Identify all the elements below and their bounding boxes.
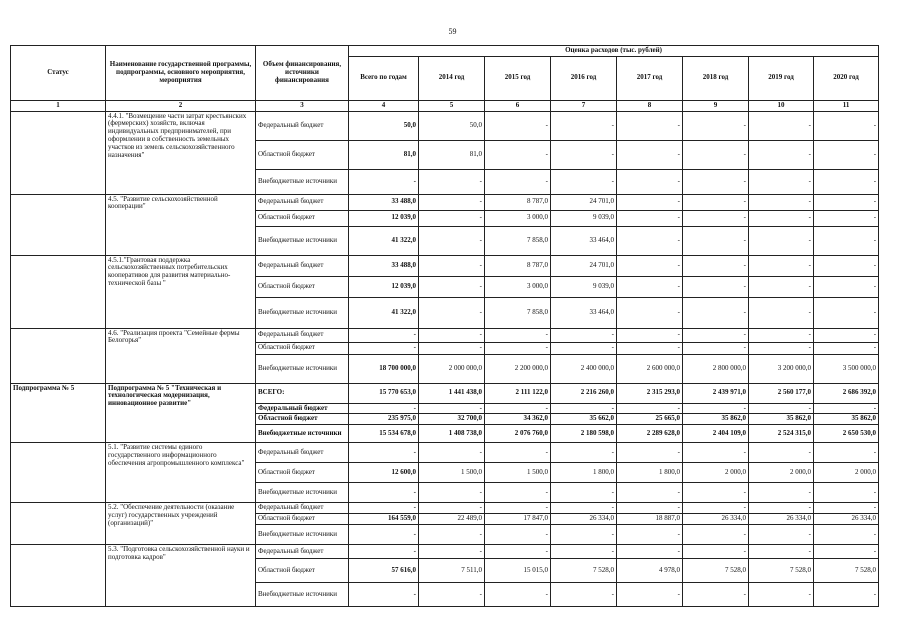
value-cell: - (749, 544, 814, 558)
value-cell: 7 511,0 (419, 558, 485, 582)
value-cell: - (617, 403, 683, 414)
value-cell: 2 600 000,0 (617, 354, 683, 383)
value-cell: - (814, 503, 879, 514)
value-cell: - (419, 544, 485, 558)
value-cell: - (419, 342, 485, 354)
value-cell: - (683, 111, 749, 140)
value-cell: - (485, 544, 551, 558)
value-cell: 17 847,0 (485, 514, 551, 525)
value-cell: 7 528,0 (683, 558, 749, 582)
value-cell: - (485, 342, 551, 354)
value-cell: - (683, 226, 749, 255)
value-cell: - (749, 111, 814, 140)
value-cell: 35 862,0 (683, 414, 749, 425)
value-cell: - (683, 403, 749, 414)
expense-table (10, 45, 879, 607)
value-cell: - (814, 544, 879, 558)
value-cell: - (814, 524, 879, 544)
value-cell: - (349, 342, 419, 354)
value-cell: 50,0 (349, 111, 419, 140)
source-cell: Внебюджетные источники (256, 524, 349, 544)
source-cell: Федеральный бюджет (256, 403, 349, 414)
value-cell: - (749, 342, 814, 354)
source-cell: Федеральный бюджет (256, 503, 349, 514)
source-cell: Областной бюджет (256, 514, 349, 525)
table-body (11, 111, 879, 606)
value-cell: - (419, 503, 485, 514)
value-cell: - (617, 194, 683, 210)
value-cell: - (749, 255, 814, 276)
value-cell: - (419, 210, 485, 226)
value-cell: 2 404 109,0 (683, 425, 749, 443)
value-cell: - (749, 483, 814, 503)
source-cell: Федеральный бюджет (256, 328, 349, 342)
value-cell: 1 800,0 (617, 463, 683, 483)
value-cell: - (683, 524, 749, 544)
source-cell: Областной бюджет (256, 342, 349, 354)
value-cell: - (419, 403, 485, 414)
value-cell: 2 111 122,0 (485, 383, 551, 403)
status-cell: Подпрограмма № 5 (11, 383, 106, 443)
value-cell: 26 334,0 (749, 514, 814, 525)
value-cell: 2 686 392,0 (814, 383, 879, 403)
value-cell: - (485, 483, 551, 503)
column-number-row (11, 100, 879, 111)
value-cell: 2 000,0 (814, 463, 879, 483)
value-cell: 33 464,0 (551, 297, 617, 328)
value-cell: - (683, 544, 749, 558)
value-cell: 41 322,0 (349, 297, 419, 328)
value-cell: - (683, 276, 749, 297)
value-cell: - (617, 140, 683, 169)
value-cell: - (683, 328, 749, 342)
value-cell: - (419, 169, 485, 194)
value-cell: 24 701,0 (551, 194, 617, 210)
value-cell: - (485, 443, 551, 463)
value-cell: 41 322,0 (349, 226, 419, 255)
status-cell (11, 255, 106, 328)
value-cell: - (683, 210, 749, 226)
value-cell: - (814, 342, 879, 354)
value-cell: 18 700 000,0 (349, 354, 419, 383)
value-cell: - (749, 276, 814, 297)
table-row (11, 194, 879, 210)
value-cell: 26 334,0 (814, 514, 879, 525)
source-cell: Внебюджетные источники (256, 483, 349, 503)
value-cell: - (814, 194, 879, 210)
status-cell (11, 328, 106, 383)
value-cell: 2 315 293,0 (617, 383, 683, 403)
column-number: 1 (11, 100, 106, 111)
table-row (11, 383, 879, 403)
value-cell: - (349, 503, 419, 514)
value-cell: - (814, 483, 879, 503)
value-cell: 32 700,0 (419, 414, 485, 425)
value-cell: - (814, 582, 879, 606)
value-cell: - (551, 544, 617, 558)
value-cell: - (814, 443, 879, 463)
value-cell: - (551, 443, 617, 463)
column-number: 7 (551, 100, 617, 111)
value-cell: - (419, 297, 485, 328)
value-cell: - (485, 328, 551, 342)
value-cell: 8 787,0 (485, 194, 551, 210)
value-cell: - (749, 210, 814, 226)
value-cell: 2 216 260,0 (551, 383, 617, 403)
column-number: 4 (349, 100, 419, 111)
header-year: 2020 год (814, 56, 879, 100)
header-year: 2015 год (485, 56, 551, 100)
table-row (11, 443, 879, 463)
value-cell: - (419, 483, 485, 503)
value-cell: 1 408 738,0 (419, 425, 485, 443)
value-cell: 34 362,0 (485, 414, 551, 425)
value-cell: 24 701,0 (551, 255, 617, 276)
value-cell: - (551, 503, 617, 514)
value-cell: 15 534 678,0 (349, 425, 419, 443)
value-cell: - (749, 226, 814, 255)
value-cell: 7 528,0 (814, 558, 879, 582)
value-cell: - (617, 483, 683, 503)
page-number: 59 (448, 27, 457, 36)
value-cell: - (814, 328, 879, 342)
value-cell: - (617, 328, 683, 342)
value-cell: 7 528,0 (551, 558, 617, 582)
value-cell: 4 978,0 (617, 558, 683, 582)
value-cell: - (749, 524, 814, 544)
name-cell: 4.5.1."Грантовая поддержка сельскохозяйственных потребительских кооперативов для развития материально-технической базы " (106, 255, 256, 328)
status-cell (11, 503, 106, 545)
value-cell: 81,0 (419, 140, 485, 169)
source-cell: Федеральный бюджет (256, 194, 349, 210)
value-cell: - (814, 210, 879, 226)
value-cell: - (617, 210, 683, 226)
value-cell: 2 650 530,0 (814, 425, 879, 443)
value-cell: - (814, 226, 879, 255)
header-name: Наименование государственной программы, подпрограммы, основного мероприятия, мероприятия (106, 46, 256, 101)
value-cell: - (551, 328, 617, 342)
value-cell: 12 039,0 (349, 210, 419, 226)
value-cell: - (617, 255, 683, 276)
value-cell: 3 000,0 (485, 276, 551, 297)
name-cell: 5.3. "Подготовка сельскохозяйственной науки и подготовка кадров" (106, 544, 256, 606)
header-row-1 (11, 46, 879, 57)
source-cell: ВСЕГО: (256, 383, 349, 403)
value-cell: 2 400 000,0 (551, 354, 617, 383)
value-cell: - (485, 169, 551, 194)
value-cell: - (617, 524, 683, 544)
header-status: Статус (11, 46, 106, 101)
value-cell: - (683, 140, 749, 169)
header-year: 2019 год (749, 56, 814, 100)
value-cell: - (749, 194, 814, 210)
value-cell: 26 334,0 (683, 514, 749, 525)
value-cell: - (683, 503, 749, 514)
value-cell: - (551, 483, 617, 503)
value-cell: 7 858,0 (485, 226, 551, 255)
value-cell: - (683, 342, 749, 354)
value-cell: 235 975,0 (349, 414, 419, 425)
value-cell: - (617, 226, 683, 255)
value-cell: - (683, 255, 749, 276)
value-cell: 2 289 628,0 (617, 425, 683, 443)
value-cell: - (749, 503, 814, 514)
value-cell: 33 464,0 (551, 226, 617, 255)
value-cell: - (617, 297, 683, 328)
value-cell: 2 000,0 (683, 463, 749, 483)
value-cell: - (551, 582, 617, 606)
value-cell: - (485, 503, 551, 514)
value-cell: - (349, 582, 419, 606)
source-cell: Внебюджетные источники (256, 425, 349, 443)
header-year: 2016 год (551, 56, 617, 100)
value-cell: 35 862,0 (749, 414, 814, 425)
value-cell: - (683, 169, 749, 194)
source-cell: Внебюджетные источники (256, 226, 349, 255)
value-cell: - (617, 443, 683, 463)
value-cell: 2 076 760,0 (485, 425, 551, 443)
value-cell: - (749, 140, 814, 169)
column-number: 6 (485, 100, 551, 111)
value-cell: - (683, 443, 749, 463)
value-cell: - (683, 194, 749, 210)
value-cell: 3 200 000,0 (749, 354, 814, 383)
header-year: Всего по годам (349, 56, 419, 100)
value-cell: - (419, 194, 485, 210)
value-cell: - (349, 169, 419, 194)
header-year: 2014 год (419, 56, 485, 100)
value-cell: 2 000,0 (749, 463, 814, 483)
value-cell: - (349, 483, 419, 503)
value-cell: 8 787,0 (485, 255, 551, 276)
column-number: 10 (749, 100, 814, 111)
name-cell: 5.2. "Обеспечение деятельности (оказание услуг) государственных учреждений (организаций)" (106, 503, 256, 545)
value-cell: - (617, 503, 683, 514)
status-cell (11, 194, 106, 255)
value-cell: - (749, 443, 814, 463)
status-cell (11, 544, 106, 606)
value-cell: - (349, 544, 419, 558)
column-number: 5 (419, 100, 485, 111)
value-cell: 9 039,0 (551, 276, 617, 297)
value-cell: 7 528,0 (749, 558, 814, 582)
value-cell: - (749, 297, 814, 328)
value-cell: - (419, 582, 485, 606)
header-year: 2017 год (617, 56, 683, 100)
value-cell: 18 887,0 (617, 514, 683, 525)
value-cell: - (683, 483, 749, 503)
value-cell: - (814, 297, 879, 328)
value-cell: 35 862,0 (814, 414, 879, 425)
value-cell: 2 180 598,0 (551, 425, 617, 443)
column-number: 8 (617, 100, 683, 111)
value-cell: 15 015,0 (485, 558, 551, 582)
value-cell: - (617, 342, 683, 354)
value-cell: - (814, 276, 879, 297)
value-cell: 2 560 177,0 (749, 383, 814, 403)
name-cell: 4.6. "Реализация проекта "Семейные фермы Белогорья" (106, 328, 256, 383)
source-cell: Областной бюджет (256, 463, 349, 483)
table-row (11, 503, 879, 514)
name-cell: 4.4.1. "Возмещение части затрат крестьянских (фермерских) хозяйств, включая индивидуальных предпринимателей, при оформлении в собственность земельных участков из земель сельскохозяйственного назначения" (106, 111, 256, 194)
value-cell: 2 200 000,0 (485, 354, 551, 383)
value-cell: - (419, 443, 485, 463)
value-cell: - (485, 111, 551, 140)
value-cell: 26 334,0 (551, 514, 617, 525)
value-cell: 7 858,0 (485, 297, 551, 328)
source-cell: Федеральный бюджет (256, 255, 349, 276)
value-cell: - (349, 443, 419, 463)
value-cell: - (419, 255, 485, 276)
name-cell: 5.1. "Развитие системы единого государственного информационного обеспечения агропромышленного комплекса" (106, 443, 256, 503)
value-cell: - (419, 226, 485, 255)
value-cell: 12 600,0 (349, 463, 419, 483)
value-cell: 1 500,0 (419, 463, 485, 483)
source-cell: Внебюджетные источники (256, 582, 349, 606)
value-cell: 9 039,0 (551, 210, 617, 226)
value-cell: 2 000 000,0 (419, 354, 485, 383)
table-row (11, 111, 879, 140)
column-number: 2 (106, 100, 256, 111)
value-cell: - (617, 276, 683, 297)
value-cell: - (814, 255, 879, 276)
value-cell: - (551, 403, 617, 414)
value-cell: - (551, 140, 617, 169)
value-cell: - (749, 328, 814, 342)
value-cell: 35 662,0 (551, 414, 617, 425)
value-cell: - (551, 169, 617, 194)
value-cell: 3 000,0 (485, 210, 551, 226)
value-cell: - (349, 403, 419, 414)
value-cell: - (551, 111, 617, 140)
source-cell: Областной бюджет (256, 210, 349, 226)
value-cell: - (749, 582, 814, 606)
value-cell: 1 500,0 (485, 463, 551, 483)
value-cell: - (485, 403, 551, 414)
value-cell: - (814, 111, 879, 140)
value-cell: - (814, 140, 879, 169)
source-cell: Внебюджетные источники (256, 354, 349, 383)
source-cell: Федеральный бюджет (256, 544, 349, 558)
source-cell: Внебюджетные источники (256, 169, 349, 194)
value-cell: 2 439 971,0 (683, 383, 749, 403)
value-cell: 1 441 438,0 (419, 383, 485, 403)
value-cell: - (617, 169, 683, 194)
value-cell: - (814, 403, 879, 414)
value-cell: - (814, 169, 879, 194)
value-cell: - (419, 524, 485, 544)
header-estimate: Оценка расходов (тыс. рублей) (349, 46, 879, 57)
value-cell: - (749, 169, 814, 194)
value-cell: - (419, 276, 485, 297)
value-cell: 2 524 315,0 (749, 425, 814, 443)
value-cell: - (485, 582, 551, 606)
source-cell: Областной бюджет (256, 140, 349, 169)
value-cell: - (551, 342, 617, 354)
value-cell: 25 665,0 (617, 414, 683, 425)
value-cell: 50,0 (419, 111, 485, 140)
value-cell: - (349, 328, 419, 342)
value-cell: 33 488,0 (349, 194, 419, 210)
table-row (11, 544, 879, 558)
name-cell: 4.5. "Развитие сельскохозяйственной кооперации" (106, 194, 256, 255)
column-number: 11 (814, 100, 879, 111)
value-cell: - (485, 524, 551, 544)
header-volume: Объем финансирования, источники финансирования (256, 46, 349, 101)
value-cell: - (683, 582, 749, 606)
value-cell: 3 500 000,0 (814, 354, 879, 383)
source-cell: Внебюджетные источники (256, 297, 349, 328)
name-cell: Подпрограмма № 5 "Техническая и технологическая модернизация, инновационное развитие" (106, 383, 256, 443)
table-row (11, 255, 879, 276)
value-cell: 164 559,0 (349, 514, 419, 525)
value-cell: 2 800 000,0 (683, 354, 749, 383)
value-cell: - (485, 140, 551, 169)
value-cell: 1 800,0 (551, 463, 617, 483)
header-year: 2018 год (683, 56, 749, 100)
value-cell: 57 616,0 (349, 558, 419, 582)
value-cell: - (617, 111, 683, 140)
value-cell: - (419, 328, 485, 342)
source-cell: Федеральный бюджет (256, 443, 349, 463)
value-cell: 22 489,0 (419, 514, 485, 525)
column-number: 9 (683, 100, 749, 111)
value-cell: - (617, 544, 683, 558)
table-row (11, 328, 879, 342)
column-number: 3 (256, 100, 349, 111)
source-cell: Областной бюджет (256, 414, 349, 425)
value-cell: 33 488,0 (349, 255, 419, 276)
status-cell (11, 443, 106, 503)
status-cell (11, 111, 106, 194)
value-cell: - (683, 297, 749, 328)
value-cell: - (617, 582, 683, 606)
value-cell: - (749, 403, 814, 414)
value-cell: - (349, 524, 419, 544)
source-cell: Областной бюджет (256, 276, 349, 297)
source-cell: Федеральный бюджет (256, 111, 349, 140)
value-cell: 15 770 653,0 (349, 383, 419, 403)
value-cell: - (551, 524, 617, 544)
value-cell: 81,0 (349, 140, 419, 169)
value-cell: 12 039,0 (349, 276, 419, 297)
source-cell: Областной бюджет (256, 558, 349, 582)
